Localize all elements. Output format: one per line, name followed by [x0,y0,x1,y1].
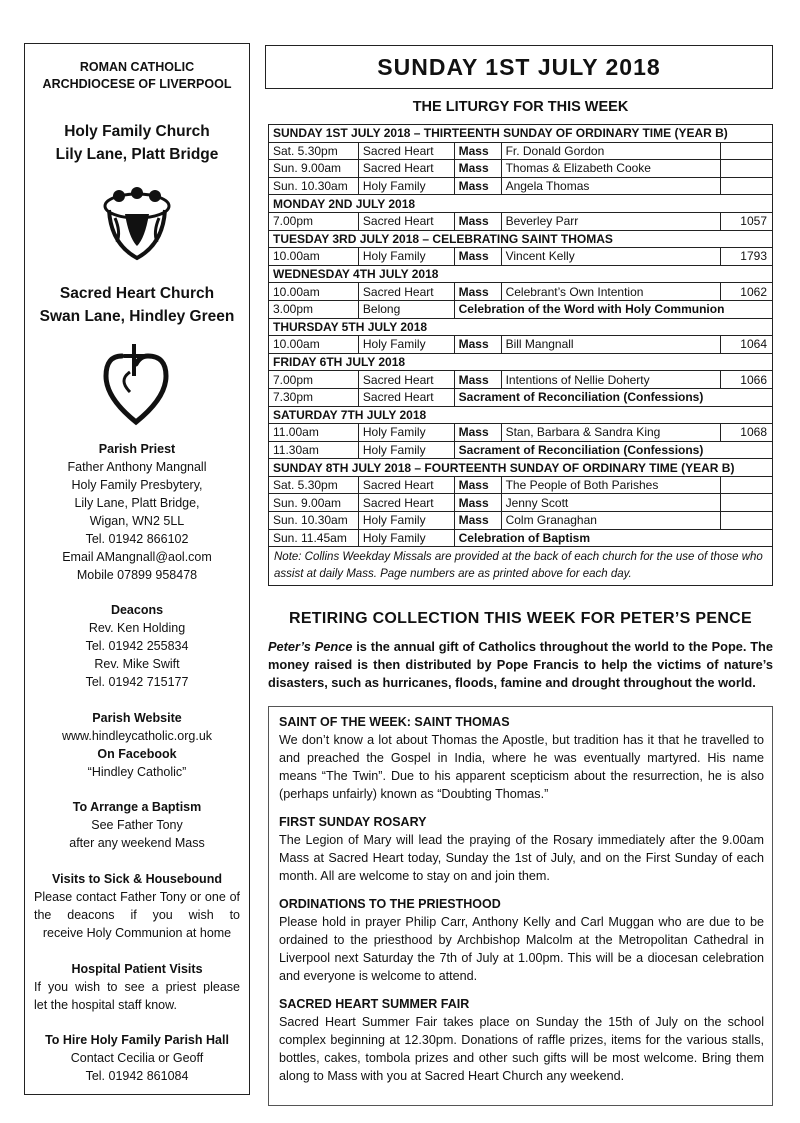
missal-page: 1057 [721,212,773,230]
sidebar [24,43,250,1095]
service-intention: Stan, Barbara & Sandra King [501,424,721,442]
hospital-text: If you wish to see a priest please [34,980,240,994]
table-row [269,424,773,442]
service-church: Holy Family [358,529,454,547]
notice-text: We don’t know a lot about Thomas the Apostle, but tradition has it that he travelled to and preached the Gospel in India, where he was eventually martyred. His name means “The Twin”. Due to his apparent scepticism about the resurrection, he is also (perhaps unfairly) known as “Doubting Thomas.” [279,733,764,801]
service-type: Mass [454,512,501,530]
visits-text-last: receive Holy Communion at home [42,926,232,940]
service-time: 7.30pm [269,388,359,406]
service-church: Holy Family [358,177,454,195]
service-time: Sun. 9.00am [269,494,359,512]
service-intention: Colm Granaghan [501,512,721,530]
archdiocese-title [25,59,249,93]
deacon-line: Rev. Mike Swift [94,657,180,671]
missal-page [721,494,773,512]
priest-line: Mobile 07899 958478 [76,568,198,582]
day-heading-row [269,406,773,424]
missal-page: 1064 [721,336,773,354]
parish-priest-block [25,440,249,584]
service-type: Mass [454,371,501,389]
liturgy-table [268,124,773,586]
service-time: Sat. 5.30pm [269,476,359,494]
sacred-heart-logo-icon [100,342,172,426]
service-church: Sacred Heart [358,283,454,301]
table-row [269,441,773,459]
deacon-line: Rev. Ken Holding [88,621,186,635]
missal-page: 1062 [721,283,773,301]
church2-block [25,282,249,328]
deacons-block [25,601,249,691]
website-block [25,709,249,781]
service-event: Celebration of Baptism [454,529,772,547]
notice-heading: ORDINATIONS TO THE PRIESTHOOD [279,897,501,911]
notice-heading: FIRST SUNDAY ROSARY [279,815,427,829]
table-row [269,177,773,195]
service-event: Sacrament of Reconciliation (Confessions) [454,441,772,459]
table-row [269,336,773,354]
service-time: Sun. 10.30am [269,512,359,530]
service-church: Sacred Heart [358,494,454,512]
day-heading: MONDAY 2ND JULY 2018 [269,195,773,213]
service-intention: Beverley Parr [501,212,721,230]
collection-heading: RETIRING COLLECTION THIS WEEK FOR PETER’S PENCE [288,610,752,627]
hall-line: Contact Cecilia or Geoff [70,1051,204,1065]
service-church: Sacred Heart [358,142,454,160]
table-row [269,283,773,301]
day-heading: SUNDAY 8TH JULY 2018 – FOURTEENTH SUNDAY OF ORDINARY TIME (YEAR B) [269,459,773,477]
service-church: Holy Family [358,512,454,530]
church2-name: Sacred Heart Church [59,285,215,302]
deacon-line: Tel. 01942 255834 [85,639,189,653]
archdiocese-line: ROMAN CATHOLIC [79,60,195,74]
baptism-line: See Father Tony [91,818,183,832]
collection-body: is the annual gift of Catholics throughout the world to the Pope. The money raised is then distributed by Pope Francis to help the victims of nature’s disasters, such as hurricanes, floods, famine and drought throughout the world. [268,639,773,690]
service-type: Mass [454,248,501,266]
service-intention: Intentions of Nellie Doherty [501,371,721,389]
table-row [269,494,773,512]
notices-box [268,706,773,1106]
table-row [269,388,773,406]
service-type: Mass [454,424,501,442]
service-church: Holy Family [358,441,454,459]
missal-page: 1066 [721,371,773,389]
church1-name: Holy Family Church [64,123,210,140]
priest-line: Lily Lane, Platt Bridge, [74,496,200,510]
date-title: SUNDAY 1ST JULY 2018 [377,54,661,80]
table-row [269,300,773,318]
hall-heading: To Hire Holy Family Parish Hall [45,1033,229,1047]
liturgy-title: THE LITURGY FOR THIS WEEK [412,99,629,115]
service-intention: Thomas & Elizabeth Cooke [501,160,721,178]
hospital-block [25,960,249,1014]
day-heading: TUESDAY 3RD JULY 2018 – CELEBRATING SAINT THOMAS [269,230,773,248]
notice-heading: SACRED HEART SUMMER FAIR [279,997,470,1011]
service-time: 10.00am [269,283,359,301]
priest-line: Father Anthony Mangnall [67,460,207,474]
service-time: Sun. 9.00am [269,160,359,178]
hospital-heading: Hospital Patient Visits [71,962,203,976]
missal-page [721,177,773,195]
service-intention: Jenny Scott [501,494,721,512]
church2-address: Swan Lane, Hindley Green [39,308,235,325]
day-heading: FRIDAY 6TH JULY 2018 [269,353,773,371]
service-time: 7.00pm [269,371,359,389]
day-heading: WEDNESDAY 4TH JULY 2018 [269,265,773,283]
table-row [269,476,773,494]
church1-address: Lily Lane, Platt Bridge [55,146,219,163]
notice-text: Sacred Heart Summer Fair takes place on Sunday the 15th of July on the school complex beginning at 12.30pm. Donations of raffle prizes, items for the various stalls, bottles, cakes, tombola prizes and other such gifts will be most welcome. Bring them along to Mass with you at Sacred Heart Church any weekend. [279,1015,764,1083]
service-intention: Fr. Donald Gordon [501,142,721,160]
note-row [269,547,773,586]
missal-page: 1793 [721,248,773,266]
deacon-line: Tel. 01942 715177 [85,675,189,689]
archdiocese-line: ARCHDIOCESE OF LIVERPOOL [42,77,232,91]
service-time: 10.00am [269,248,359,266]
visits-text: Please contact Father Tony or one of the deacons if you wish to [34,890,240,922]
notice-text: Please hold in prayer Philip Carr, Anthony Kelly and Carl Muggan who are due to be ordained to the priesthood by Archbishop Malcolm at the Metropolitan Cathedral in Liverpool next Saturday the 7th of July at 1.00pm. This will be a diocesan celebration and everyone is welcome to attend. [279,915,764,983]
day-heading: SUNDAY 1ST JULY 2018 – THIRTEENTH SUNDAY OF ORDINARY TIME (YEAR B) [269,125,773,143]
service-type: Mass [454,160,501,178]
table-row [269,371,773,389]
facebook-heading: On Facebook [97,747,177,761]
service-church: Holy Family [358,248,454,266]
collection-lead: Peter’s Pence [268,639,353,654]
website-link[interactable]: www.hindleycatholic.org.uk [61,729,213,743]
visits-block [25,870,249,942]
missal-page [721,142,773,160]
hospital-text-last: let the hospital staff know. [34,998,177,1012]
service-event: Sacrament of Reconciliation (Confessions) [454,388,772,406]
service-intention: Bill Mangnall [501,336,721,354]
notice-text: The Legion of Mary will lead the praying of the Rosary immediately after the 9.00am Mass at Sacred Heart today, Sunday the 1st of July, and on the First Sunday of each month. All are welcome to stay on and join them. [279,833,764,883]
day-heading-row [269,459,773,477]
missal-page [721,512,773,530]
day-heading-row [269,125,773,143]
holy-family-logo-icon [95,184,179,264]
service-intention: The People of Both Parishes [501,476,721,494]
missal-page: 1068 [721,424,773,442]
service-type: Mass [454,494,501,512]
day-heading: SATURDAY 7TH JULY 2018 [269,406,773,424]
day-heading-row [269,195,773,213]
baptism-line: after any weekend Mass [69,836,205,850]
service-type: Mass [454,212,501,230]
service-time: Sat. 5.30pm [269,142,359,160]
service-type: Mass [454,177,501,195]
day-heading-row [269,230,773,248]
missal-page [721,476,773,494]
notice-heading: SAINT OF THE WEEK: SAINT THOMAS [279,715,510,729]
service-time: Sun. 11.45am [269,529,359,547]
table-row [269,212,773,230]
service-time: 3.00pm [269,300,359,318]
day-heading-row [269,265,773,283]
table-row [269,512,773,530]
website-heading: Parish Website [92,711,182,725]
liturgy-note: Note: Collins Weekday Missals are provided at the back of each church for the use of those who assist at daily Mass. Page numbers are as printed above for each day. [269,547,773,586]
baptism-heading: To Arrange a Baptism [72,800,202,814]
service-time: 11.30am [269,441,359,459]
table-row [269,248,773,266]
table-row [269,529,773,547]
baptism-block [25,798,249,852]
service-type: Mass [454,336,501,354]
service-church: Sacred Heart [358,476,454,494]
service-time: 7.00pm [269,212,359,230]
service-church: Holy Family [358,336,454,354]
service-church: Sacred Heart [358,388,454,406]
day-heading-row [269,353,773,371]
service-church: Sacred Heart [358,160,454,178]
church1-block [25,120,249,166]
service-time: 10.00am [269,336,359,354]
service-intention: Vincent Kelly [501,248,721,266]
priest-line: Tel. 01942 866102 [85,532,189,546]
visits-heading: Visits to Sick & Housebound [52,872,222,886]
service-church: Belong [358,300,454,318]
priest-line: Wigan, WN2 5LL [89,514,185,528]
hall-block [25,1031,249,1085]
service-event: Celebration of the Word with Holy Communion [454,300,772,318]
service-church: Holy Family [358,424,454,442]
priest-line: Holy Family Presbytery, [71,478,203,492]
day-heading-row [269,318,773,336]
facebook-name: “Hindley Catholic” [87,765,187,779]
service-church: Sacred Heart [358,212,454,230]
deacons-heading: Deacons [110,603,164,617]
table-row [269,142,773,160]
service-time: Sun. 10.30am [269,177,359,195]
parish-priest-heading: Parish Priest [98,442,176,456]
service-intention: Celebrant’s Own Intention [501,283,721,301]
service-time: 11.00am [269,424,359,442]
collection-text [268,638,773,692]
priest-line: Email AMangnall@aol.com [62,550,212,564]
service-church: Sacred Heart [358,371,454,389]
day-heading: THURSDAY 5TH JULY 2018 [269,318,773,336]
service-intention: Angela Thomas [501,177,721,195]
missal-page [721,160,773,178]
hall-line: Tel. 01942 861084 [85,1069,189,1083]
table-row [269,160,773,178]
service-type: Mass [454,283,501,301]
service-type: Mass [454,476,501,494]
date-header [265,45,773,89]
service-type: Mass [454,142,501,160]
